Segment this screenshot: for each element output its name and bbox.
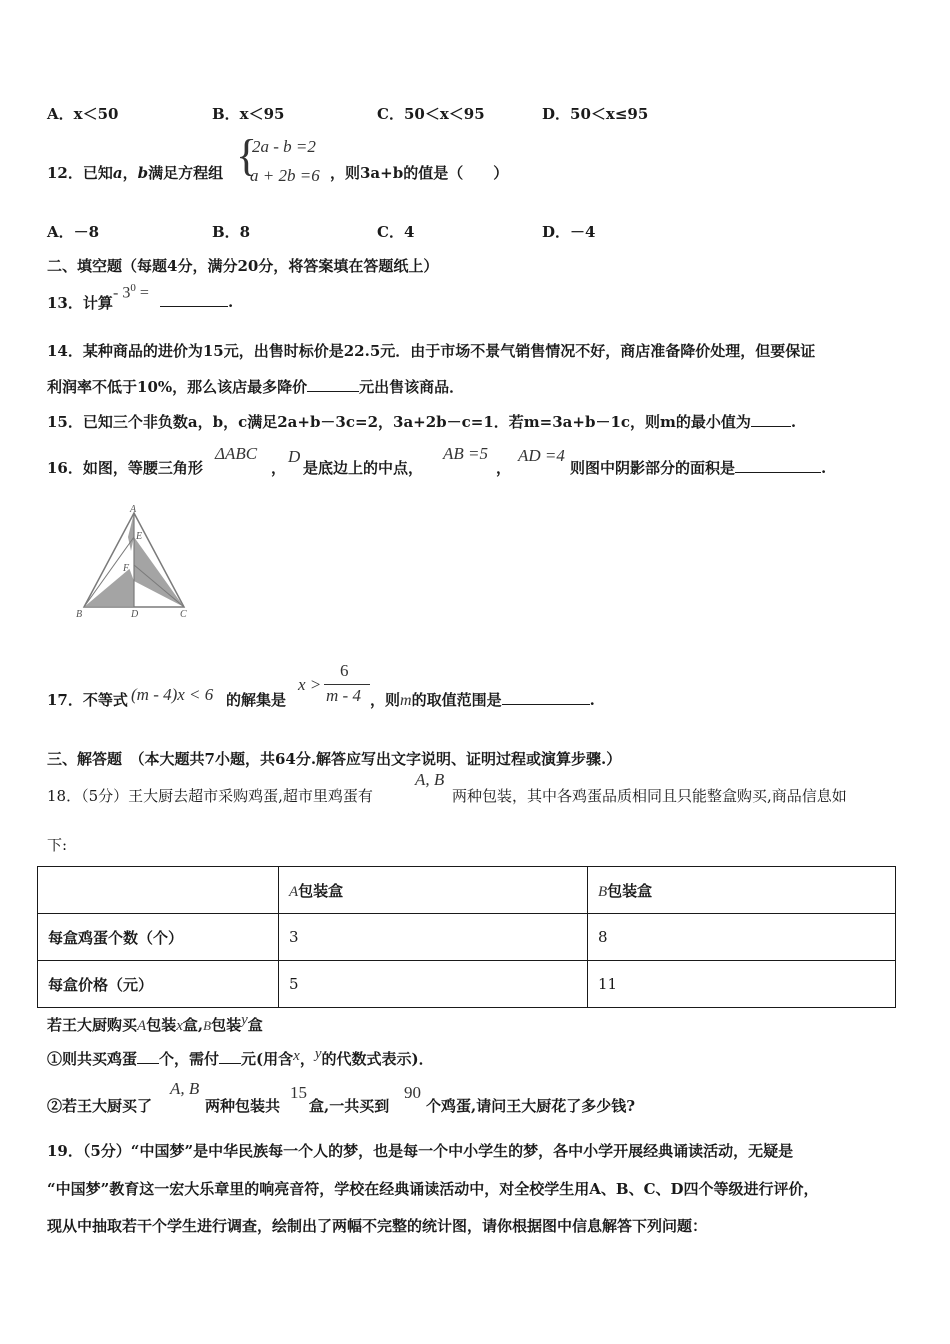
q16-suffix-text: 则图中阴影部分的面积是 [570, 459, 736, 477]
q16-ad-length: AD =4 [518, 446, 565, 465]
q18-sub1-blank-2[interactable] [219, 1049, 241, 1064]
q16-triangle: ΔABC [215, 444, 258, 463]
q18-sub1-d: ， [299, 1050, 315, 1068]
table-cell: 每盒鸡蛋个数（个） [38, 914, 279, 961]
q16-answer-blank[interactable] [735, 458, 821, 473]
q16-mid: 是底边上的中点， [303, 459, 424, 477]
q16-ab-length: AB =5 [443, 444, 488, 463]
q12-stem [47, 162, 223, 183]
q19-line-2: “中国梦”教育这一宏大乐章里的响亮音符，学校在经典诵读活动中，对全校学生用A、B、C、D四个等级进行评价， [47, 1180, 819, 1198]
q17-x-gt: x > [298, 675, 322, 694]
table-header-row [38, 867, 896, 914]
table-header-a [279, 867, 588, 914]
q16-suffix: 则图中阴影部分的面积是 . [570, 459, 827, 477]
q16-point-d: D [288, 447, 301, 466]
q18-prefix: 18．（5分）王大厨去超市采购鸡蛋,超市里鸡蛋有 [47, 787, 373, 805]
q12-prefix: 12．已知 [47, 164, 113, 182]
q17-mid: 的解集是 [226, 691, 287, 709]
q12-equation-1: 2a - b =2 [252, 137, 316, 156]
table-header-empty [38, 867, 279, 914]
q18-sub1-var-y: y [314, 1046, 322, 1062]
q18-sub1-a: ①则共买鸡蛋 [47, 1050, 138, 1068]
q13-expression [113, 282, 149, 302]
q17-answer-blank[interactable] [502, 690, 590, 705]
q18-buy-c: 盒, [182, 1016, 204, 1034]
section-2-title: 二、填空题（每题4分，满分20分，将答案填在答题纸上） [47, 257, 439, 275]
q18-sub-2c: 盒,一共买到 [309, 1097, 390, 1115]
q17-var-m: m [400, 692, 412, 709]
q17-denominator: m - 4 [326, 686, 361, 705]
q18-sub1-c: 元(用含 [241, 1050, 294, 1068]
q12-var-b: b [137, 164, 149, 182]
table-cell: 8 [588, 914, 896, 961]
q12-mid: 满足方程组 [148, 164, 224, 182]
label-c: C [180, 609, 187, 620]
table-header-b-label: 包装盒 [607, 881, 653, 900]
q17-inequality: (m - 4)x < 6 [131, 685, 214, 704]
table-header-a-var: A [289, 883, 299, 900]
q13-exponent: 0 [130, 282, 136, 294]
q12-suffix: ，则3a+b的值是（ ） [330, 164, 509, 182]
table-cell: 每盒价格（元） [38, 961, 279, 1008]
q14-line-1: 14．某种商品的进价为15元，出售时标价是22.5元．由于市场不景气销售情况不好，商店准备降价处理，但要保证 [47, 342, 816, 360]
q18-line-2: 下: [47, 836, 68, 854]
q16-sep-2: ， [496, 459, 512, 477]
label-d: D [131, 609, 139, 620]
section-3-title: 三、解答题 （本大题共7小题，共64分.解答应写出文字说明、证明过程或演算步骤.） [47, 750, 622, 768]
q18-sub2-90: 90 [404, 1083, 421, 1102]
q18-sub1-b: 个，需付 [159, 1050, 220, 1068]
q18-buy-var-x: x [176, 1018, 183, 1034]
q12-option-d: D．－4 [542, 223, 596, 241]
q16-sep-1: ， [271, 459, 287, 477]
q13-answer-blank[interactable]: . [160, 292, 233, 311]
q14-line-2b: 元出售该商品． [359, 378, 465, 396]
q18-sub1-var-x: x [293, 1048, 300, 1064]
q16-triangle-figure [76, 505, 196, 623]
table-row [38, 914, 896, 961]
q15-answer-blank[interactable] [751, 412, 791, 427]
q18-egg-table [37, 866, 896, 1008]
q18-sub-1 [47, 1048, 434, 1069]
q12-comma: ， [122, 164, 138, 182]
q17-prefix: 17．不等式 [47, 691, 128, 709]
q17-tail-a: ，则 [370, 691, 401, 709]
q13-stem [47, 292, 113, 313]
q19-line-1: 19．（5分）“中国梦”是中华民族每一个人的梦，也是每一个中小学生的梦，各中小学开展经典诵读活动，无疑是 [47, 1142, 794, 1160]
q15-stem: 15．已知三个非负数a，b，c满足2a+b－3c=2，3a+2b－c=1．若m=3a+b－1c，则m的最小值为 . [47, 413, 797, 431]
q16-prefix: 16．如图，等腰三角形 [47, 459, 203, 477]
label-b: B [76, 609, 83, 620]
q15-text: 15．已知三个非负数a，b，c满足2a+b－3c=2，3a+2b－c=1．若m=3a+b－1c，则m的最小值为 [47, 413, 751, 431]
table-header-a-label: 包装盒 [298, 881, 344, 900]
q18-sub1-blank-1[interactable] [137, 1049, 159, 1064]
q11-option-c: C．50＜x＜95 [377, 105, 485, 123]
q18-sub-2b: 两种包装共 [205, 1097, 281, 1115]
q12-equation-2: a + 2b =6 [250, 166, 320, 185]
q13-prefix: 13．计算 [47, 294, 113, 312]
q13-base: - 3 [113, 284, 131, 302]
table-cell: 11 [588, 961, 896, 1008]
table-header-b-var: B [598, 883, 608, 900]
label-a: A [130, 505, 137, 515]
q17-fraction-bar [324, 684, 370, 685]
label-f: F [123, 563, 130, 574]
q18-buy-var-y: y [241, 1012, 248, 1028]
q12-option-c: C．4 [377, 223, 415, 241]
q18-ab: A, B [415, 770, 445, 789]
q18-buy-b: 包装 [146, 1016, 177, 1034]
q18-sub-2a: ②若王大厨买了 [47, 1097, 153, 1115]
table-row [38, 961, 896, 1008]
q17-numerator: 6 [340, 661, 349, 680]
q18-buy-a: 若王大厨购买 [47, 1016, 138, 1034]
table-cell: 3 [279, 914, 588, 961]
q12-var-a: a [112, 164, 123, 182]
q11-option-b: B．x＜95 [212, 105, 285, 123]
q12-option-a: A．－8 [47, 223, 100, 241]
table-cell: 5 [279, 961, 588, 1008]
q18-rest: 两种包装，其中各鸡蛋品质相同且只能整盒购买,商品信息如 [452, 787, 847, 805]
q18-sub-2d: 个鸡蛋,请问王大厨花了多少钱? [426, 1097, 636, 1115]
table-header-b [588, 867, 896, 914]
q14-line-2a: 利润率不低于10%，那么该店最多降价 [47, 378, 308, 396]
q14-answer-blank[interactable] [307, 377, 359, 392]
q18-buy-var-a: A [137, 1018, 147, 1034]
q18-sub2-15: 15 [290, 1083, 307, 1102]
q18-purchase-line [47, 1014, 263, 1035]
q18-sub2-ab: A, B [170, 1079, 200, 1098]
q18-sub1-e: 的代数式表示)． [321, 1050, 434, 1068]
q12-system-brace: { [236, 131, 258, 180]
q18-buy-d: 包装 [211, 1016, 242, 1034]
q11-option-a: A．x＜50 [47, 105, 119, 123]
q19-line-3: 现从中抽取若干个学生进行调查，绘制出了两幅不完整的统计图，请你根据图中信息解答下列问题： [47, 1217, 708, 1235]
q12-option-b: B．8 [212, 223, 251, 241]
label-e: E [136, 531, 143, 542]
q17-tail: ，则m的取值范围是 . [370, 691, 595, 709]
q17-tail-b: 的取值范围是 [411, 691, 502, 709]
q13-equals: = [135, 284, 149, 302]
q18-buy-var-b: B [203, 1018, 212, 1033]
q11-option-d: D．50＜x≤95 [542, 105, 649, 123]
q14-line-2 [47, 376, 464, 397]
q18-buy-e: 盒 [247, 1016, 263, 1034]
